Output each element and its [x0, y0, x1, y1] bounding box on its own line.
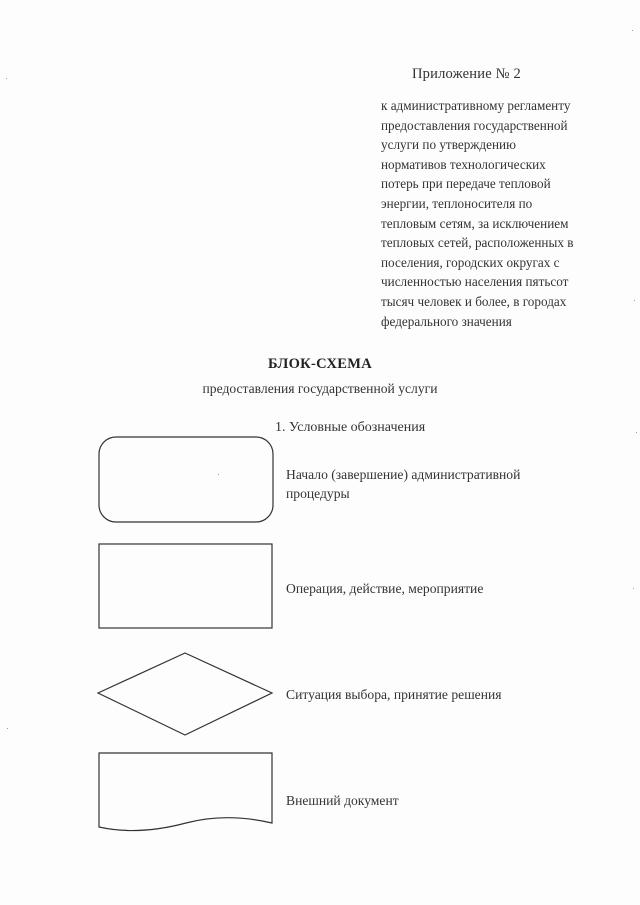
legend-label-line: Операция, действие, мероприятие: [286, 581, 484, 596]
appendix-line: услуги по утверждению: [381, 137, 516, 153]
legend-label-operation: [286, 579, 483, 598]
scan-speck: [633, 588, 634, 589]
scheme-subtitle: предоставления государственной услуги: [202, 381, 438, 396]
appendix-line: численностью населения пятьсот: [381, 274, 569, 290]
appendix-line: предоставления государственной: [381, 117, 568, 133]
appendix-line: федерального значения: [381, 313, 512, 329]
appendix-title: Приложение № 2: [412, 66, 521, 82]
appendix-line: нормативов технологических: [381, 156, 546, 172]
legend-section-title: 1. Условные обозначения: [275, 420, 426, 435]
appendix-line: тепловых сетей, расположенных в: [381, 235, 574, 251]
legend-label-start-end: [286, 465, 520, 503]
appendix-line: тепловым сетям, за исключением: [381, 215, 569, 231]
scan-speck: [634, 300, 635, 301]
appendix-line: к административному регламенту: [381, 98, 571, 113]
scan-speck: [218, 474, 219, 475]
scan-speck: [7, 728, 8, 729]
scan-speck: [636, 432, 637, 433]
legend-label-line: Ситуация выбора, принятие решения: [286, 687, 502, 702]
scan-speck: [6, 78, 7, 79]
legend-label-document: [286, 791, 399, 810]
legend-decision-shape: [96, 651, 276, 737]
appendix-line: тысяч человек и более, в городах: [381, 293, 567, 309]
legend-start-end-shape: [96, 435, 276, 525]
appendix-line: энергии, теплоносителя по: [381, 195, 533, 211]
legend-operation-shape: [96, 542, 276, 630]
appendix-description: [381, 96, 621, 331]
appendix-line: поселения, городских округах с: [381, 254, 560, 270]
legend-label-line: процедуры: [286, 486, 350, 501]
scheme-title: БЛОК-СХЕМА: [267, 356, 373, 372]
scan-speck: [632, 30, 633, 31]
legend-label-line: Начало (завершение) административной: [286, 467, 521, 482]
legend-document-shape: [96, 751, 276, 835]
legend-label-line: Внешний документ: [286, 793, 399, 808]
legend-label-decision: [286, 685, 502, 704]
appendix-line: потерь при передаче тепловой: [381, 176, 551, 192]
